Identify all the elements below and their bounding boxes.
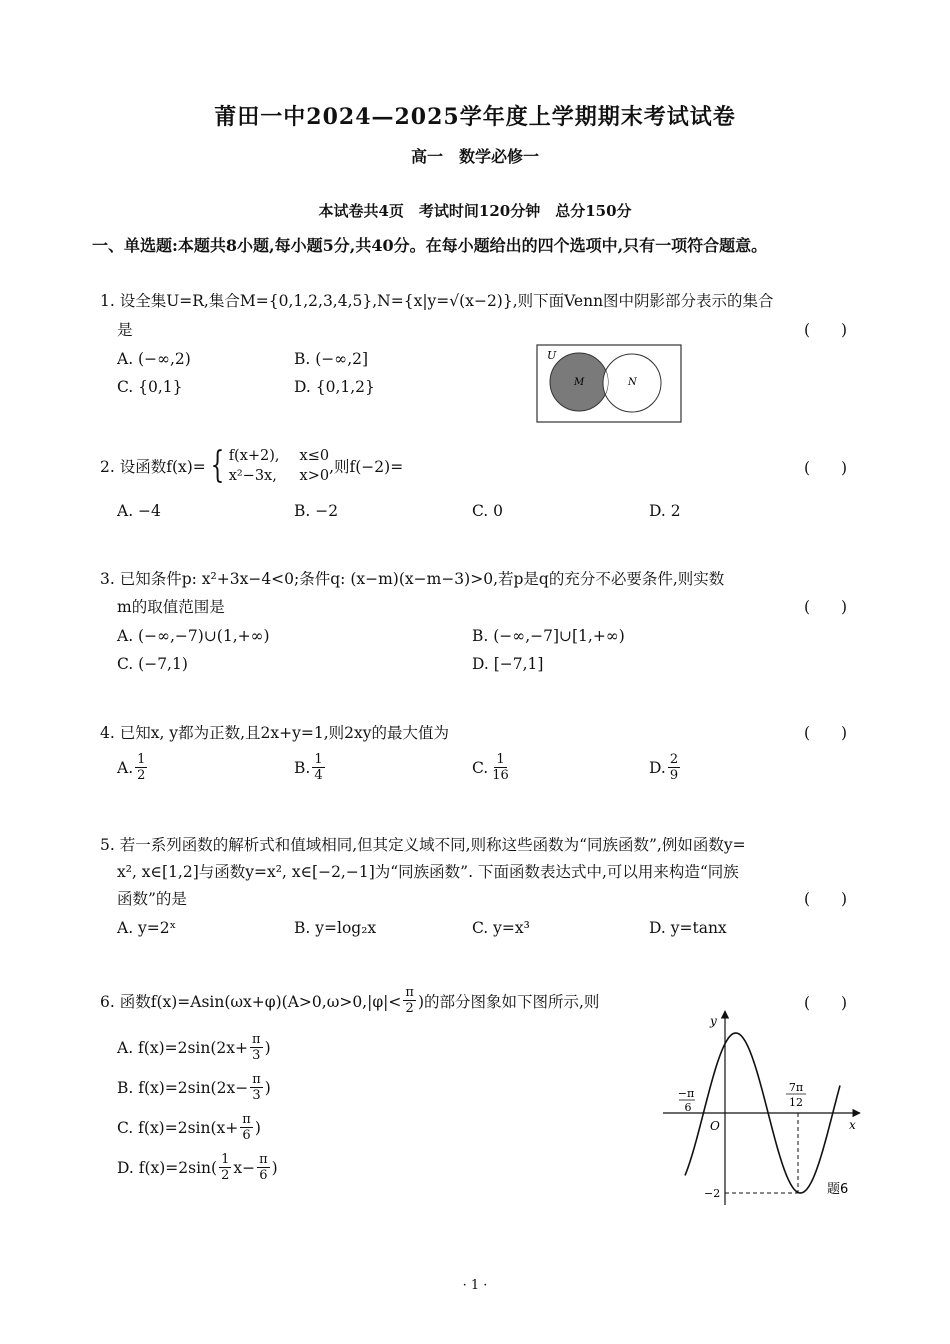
q6-option-b xyxy=(117,1073,271,1102)
q2-option-b: B. −2 xyxy=(294,502,339,520)
q3-stem-line1: 3. 已知条件p: x²+3x−4<0;条件q: (x−m)(x−m−3)>0,若p是q的充分不必要条件,则实数 xyxy=(100,570,725,588)
q4-option-c-den: 16 xyxy=(492,768,509,783)
q6-option-c-den: 6 xyxy=(242,1128,251,1143)
q2-prefix: 2. 设函数f(x)= xyxy=(100,458,206,476)
q6-option-d-den1: 2 xyxy=(221,1168,230,1183)
q6-stem-part-b: )的部分图象如下图所示,则 xyxy=(417,992,600,1011)
q6-option-b-num: π xyxy=(252,1072,261,1087)
graph-right-tick-num: 7π xyxy=(788,1081,804,1094)
q6-option-c-num: π xyxy=(242,1112,251,1127)
q5-option-d: D. y=tanx xyxy=(649,919,727,937)
q6-option-a-den: 3 xyxy=(252,1048,261,1063)
q4-option-d-num: 2 xyxy=(669,752,679,767)
q4-option-c-fraction xyxy=(490,753,511,782)
q1-option-b: B. (−∞,2] xyxy=(294,350,369,368)
q6-stem-fraction xyxy=(403,986,416,1015)
exam-info: 本试卷共4页 考试时间120分钟 总分150分 xyxy=(318,202,632,220)
q6-option-d-fraction1 xyxy=(219,1153,231,1182)
q6-stem-num: π xyxy=(405,985,414,1000)
q2-answer-paren: ( ) xyxy=(804,459,848,477)
q6-option-a-pre: A. f(x)=2sin(2x+ xyxy=(117,1038,249,1057)
q4-option-d-fraction xyxy=(668,753,680,782)
q6-option-d-mid: x− xyxy=(233,1158,256,1177)
q3-option-d: D. [−7,1] xyxy=(472,655,544,673)
graph-y-min-label: −2 xyxy=(704,1187,721,1200)
q6-option-b-pre: B. f(x)=2sin(2x− xyxy=(117,1078,249,1097)
q6-option-c-pre: C. f(x)=2sin(x+ xyxy=(117,1118,239,1137)
q4-option-d xyxy=(649,753,682,782)
q4-option-b-num: 1 xyxy=(314,752,323,767)
q4-option-c-label: C. xyxy=(472,758,489,777)
page-subtitle: 高一 数学必修一 xyxy=(410,147,539,166)
q5-option-a: A. y=2ˣ xyxy=(117,919,177,937)
q4-option-a-fraction xyxy=(135,753,147,782)
q6-stem-den: 2 xyxy=(405,1001,414,1016)
q6-option-d-fraction2 xyxy=(257,1153,270,1182)
q4-option-a-den: 2 xyxy=(137,768,146,783)
q6-option-a-post: ) xyxy=(264,1038,271,1057)
venn-label-m: M xyxy=(574,377,585,388)
q6-option-d-den2: 6 xyxy=(259,1168,268,1183)
q3-option-c: C. (−7,1) xyxy=(117,655,188,673)
q4-option-d-label: D. xyxy=(649,758,666,777)
q4-option-c-num: 1 xyxy=(496,752,505,767)
q6-option-a-num: π xyxy=(252,1032,261,1047)
q6-answer-paren: ( ) xyxy=(804,994,848,1012)
q1-option-c: C. {0,1} xyxy=(117,378,183,396)
q2-option-d: D. 2 xyxy=(649,502,681,520)
q1-option-a: A. (−∞,2) xyxy=(117,350,191,368)
graph-caption: 题6 xyxy=(827,1182,849,1197)
q5-stem-line1: 5. 若一系列函数的解析式和值域相同,但其定义域不同,则称这些函数为“同族函数”,例如函数y= xyxy=(100,836,746,854)
venn-label-u: U xyxy=(547,349,557,362)
section-heading: 一、单选题:本题共8小题,每小题5分,共40分。在每小题给出的四个选项中,只有一项符合题意。 xyxy=(92,236,768,255)
q4-option-c xyxy=(472,753,513,782)
q6-option-d-num2: π xyxy=(259,1152,268,1167)
q1-stem-line1: 1. 设全集U=R,集合M={0,1,2,3,4,5},N={x|y=√(x−2)},则下面Venn图中阴影部分表示的集合 xyxy=(100,292,774,310)
q1-stem-line2: 是 xyxy=(117,321,133,339)
q6-option-b-fraction xyxy=(250,1073,263,1102)
q2-case1-expr: f(x+2), xyxy=(228,448,280,464)
venn-diagram xyxy=(536,344,684,424)
q3-answer-paren: ( ) xyxy=(804,598,848,616)
q5-stem-line3: 函数”的是 xyxy=(117,890,187,908)
page-number: · 1 · xyxy=(462,1278,488,1293)
q6-option-d xyxy=(117,1153,278,1182)
q2-option-a: A. −4 xyxy=(117,502,161,520)
q2-piecewise xyxy=(229,448,329,484)
q3-stem-line2: m的取值范围是 xyxy=(117,598,225,616)
q6-option-a xyxy=(117,1033,271,1062)
q6-option-d-num1: 1 xyxy=(221,1152,230,1167)
q6-graph xyxy=(655,1005,870,1210)
q6-option-d-pre: D. f(x)=2sin( xyxy=(117,1158,218,1177)
q5-option-b: B. y=log₂x xyxy=(294,919,377,937)
graph-origin-label: O xyxy=(710,1119,720,1133)
graph-left-tick-den: 6 xyxy=(684,1101,692,1114)
q1-option-d: D. {0,1,2} xyxy=(294,378,375,396)
q6-stem-part-a: 6. 函数f(x)=Asin(ωx+φ)(A>0,ω>0,|φ|< xyxy=(100,992,402,1011)
q1-answer-paren: ( ) xyxy=(804,321,848,339)
q6-option-c-fraction xyxy=(240,1113,253,1142)
q4-stem: 4. 已知x, y都为正数,且2x+y=1,则2xy的最大值为 xyxy=(100,724,449,742)
q5-stem-line2: x², x∈[1,2]与函数y=x², x∈[−2,−1]为“同族函数”. 下面函数表达式中,可以用来构造“同族 xyxy=(117,863,739,881)
q4-option-a xyxy=(117,753,149,782)
q4-answer-paren: ( ) xyxy=(804,724,848,742)
q6-option-a-fraction xyxy=(250,1033,263,1062)
q2-case2-cond: x>0 xyxy=(299,468,330,484)
q5-option-c: C. y=x³ xyxy=(472,919,530,937)
q4-option-b-label: B. xyxy=(294,758,311,777)
q6-option-b-post: ) xyxy=(264,1078,271,1097)
q4-option-b xyxy=(294,753,327,782)
q3-option-a: A. (−∞,−7)∪(1,+∞) xyxy=(117,627,270,645)
graph-right-tick-den: 12 xyxy=(789,1096,803,1109)
venn-label-n: N xyxy=(628,377,637,388)
q4-option-a-num: 1 xyxy=(137,752,146,767)
q5-answer-paren: ( ) xyxy=(804,890,848,908)
q2-suffix: ,则f(−2)= xyxy=(329,458,404,476)
q2-brace: { xyxy=(210,445,225,486)
q3-option-b: B. (−∞,−7]∪[1,+∞) xyxy=(472,627,625,645)
graph-x-label: x xyxy=(849,1118,856,1132)
q2-case2-expr: x²−3x, xyxy=(228,468,277,484)
q4-option-b-fraction xyxy=(312,753,324,782)
q4-option-d-den: 9 xyxy=(669,768,679,783)
q2-option-c: C. 0 xyxy=(472,502,504,520)
q6-stem xyxy=(100,986,599,1015)
q6-option-c xyxy=(117,1113,261,1142)
q6-option-c-post: ) xyxy=(254,1118,261,1137)
graph-left-tick-num: −π xyxy=(677,1087,695,1100)
q6-option-b-den: 3 xyxy=(252,1088,261,1103)
q4-option-a-label: A. xyxy=(117,758,134,777)
page-title: 莆田一中2024—2025学年度上学期期末考试试卷 xyxy=(214,104,736,130)
q4-option-b-den: 4 xyxy=(314,768,323,783)
graph-y-label: y xyxy=(710,1014,717,1028)
q6-option-d-post: ) xyxy=(271,1158,278,1177)
q2-stem xyxy=(100,440,403,492)
q2-case1-cond: x≤0 xyxy=(299,448,330,464)
